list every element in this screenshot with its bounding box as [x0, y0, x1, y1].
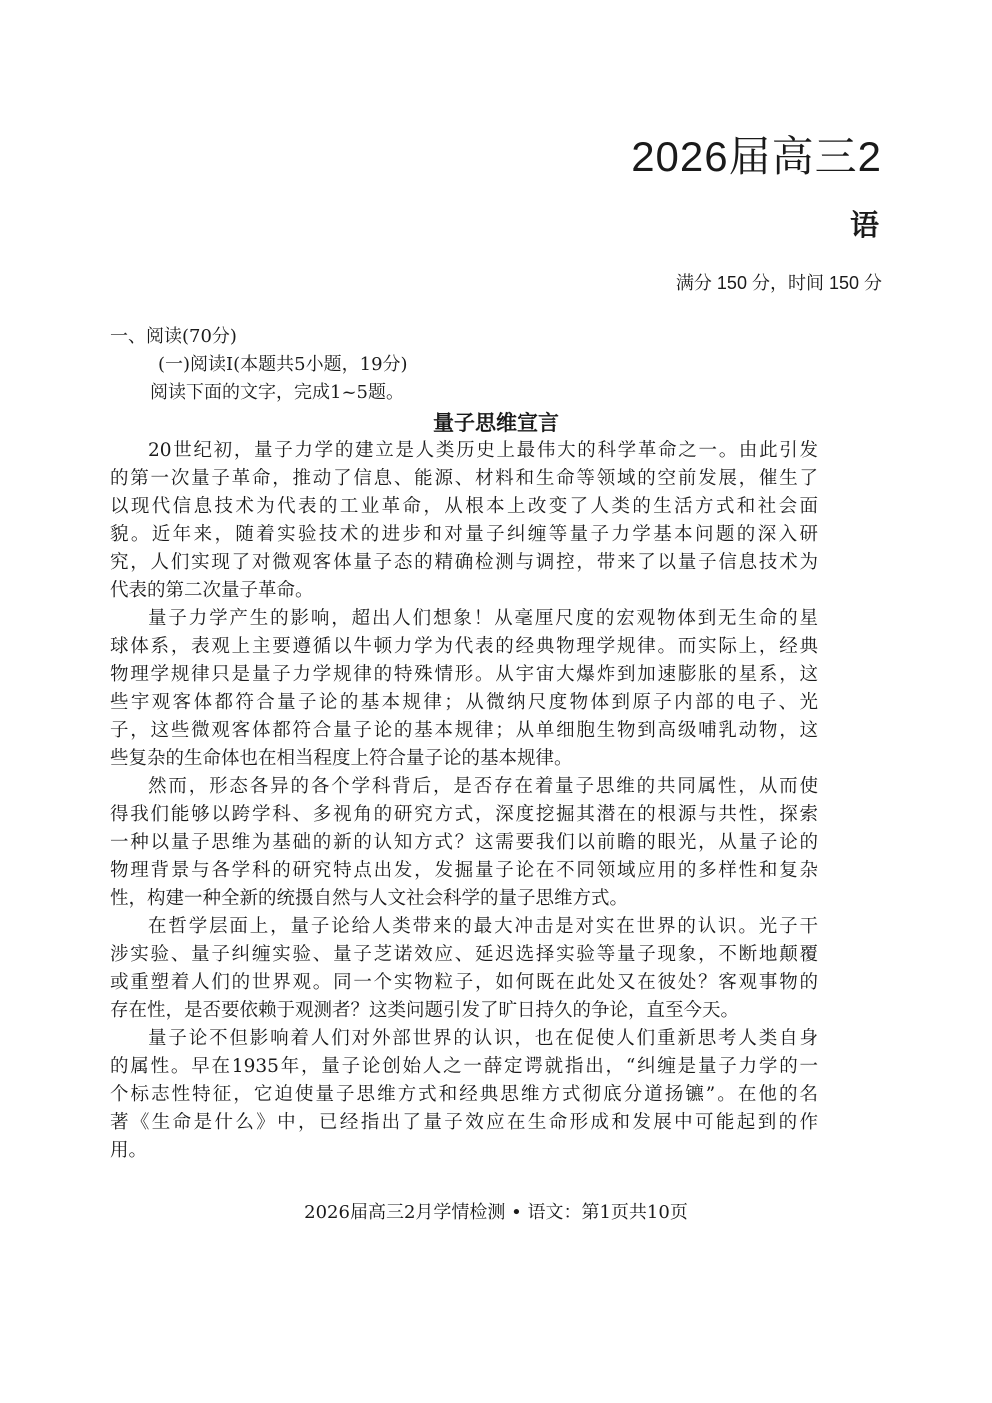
- article-paragraph: [110, 605, 818, 773]
- paragraph-line: 涉实验、量子纠缠实验、量子芝诺效应、延迟选择实验等量子现象，不断地颠覆: [110, 944, 818, 965]
- paragraph-line: 究，人们实现了对微观客体量子态的精确检测与调控，带来了以量子信息技术为: [110, 552, 818, 573]
- paragraph-line: 物理背景与各学科的研究特点出发，发掘量子论在不同领域应用的多样性和复杂: [110, 860, 818, 881]
- paragraph-line: 以现代信息技术为代表的工业革命，从根本上改变了人类的生活方式和社会面: [110, 496, 818, 517]
- paragraph-line: 貌。近年来，随着实验技术的进步和对量子纠缠等量子力学基本问题的深入研: [110, 524, 818, 545]
- paragraph-line: 20世纪初，量子力学的建立是人类历史上最伟大的科学革命之一。由此引发: [148, 440, 818, 461]
- paragraph-line: 个标志性特征，它迫使量子思维方式和经典思维方式彻底分道扬镳”。在他的名: [110, 1084, 818, 1105]
- article-body: [110, 437, 818, 1165]
- paragraph-line: 物理学规律只是量子力学规律的特殊情形。从宇宙大爆炸到加速膨胀的星系，这: [110, 664, 818, 685]
- paragraph-line: 性，构建一种全新的统摄自然与人文社会科学的量子思维方式。: [110, 888, 629, 909]
- paragraph-line: 的第一次量子革命，推动了信息、能源、材料和生命等领域的空前发展，催生了: [110, 468, 818, 489]
- page-footer: 2026届高三2月学情检测 • 语文：第1页共10页: [304, 1202, 688, 1223]
- paragraph-line: 球体系，表观上主要遵循以牛顿力学为代表的经典物理学规律。而实际上，经典: [110, 636, 818, 657]
- paragraph-line: 在哲学层面上，量子论给人类带来的最大冲击是对实在世界的认识。光子干: [148, 916, 818, 937]
- section-subheading: (一)阅读Ⅰ(本题共5小题，19分): [158, 354, 408, 375]
- paragraph-line: 量子力学产生的影响，超出人们想象！从毫厘尺度的宏观物体到无生命的星: [148, 608, 818, 629]
- paragraph-line: 存在性，是否要依赖于观测者？这类问题引发了旷日持久的争论，直至今天。: [110, 1000, 740, 1021]
- paragraph-line: 子，这些微观客体都符合量子论的基本规律；从单细胞生物到高级哺乳动物，这: [110, 720, 818, 741]
- subject-title: 语: [849, 208, 879, 242]
- paragraph-line: 或重塑着人们的世界观。同一个实物粒子，如何既在此处又在彼处？客观事物的: [110, 972, 818, 993]
- section-heading: 一、阅读(70分): [110, 326, 237, 347]
- paragraph-line: 些复杂的生命体也在相当程度上符合量子论的基本规律。: [110, 748, 573, 769]
- paragraph-line: 代表的第二次量子革命。: [110, 580, 314, 601]
- article-paragraph: [110, 913, 818, 1025]
- paragraph-line: 用。: [110, 1140, 148, 1161]
- paragraph-line: 然而，形态各异的各个学科背后，是否存在着量子思维的共同属性，从而使: [148, 776, 818, 797]
- article-paragraph: [110, 1025, 818, 1165]
- paragraph-line: 的属性。早在1935年，量子论创始人之一薛定谔就指出，“纠缠是量子力学的一: [110, 1056, 818, 1077]
- exam-title: 2026届高三2: [631, 133, 882, 180]
- paragraph-line: 著《生命是什么》中，已经指出了量子效应在生命形成和发展中可能起到的作: [110, 1112, 818, 1133]
- paragraph-line: 些宇观客体都符合量子论的基本规律；从微纳尺度物体到原子内部的电子、光: [110, 692, 818, 713]
- paragraph-line: 量子论不但影响着人们对外部世界的认识，也在促使人们重新思考人类自身: [148, 1028, 818, 1049]
- exam-info: 满分 150 分，时间 150 分: [675, 273, 882, 293]
- article-paragraph: [110, 437, 818, 605]
- section-instruction: 阅读下面的文字，完成1~5题。: [150, 382, 404, 403]
- article-paragraph: [110, 773, 818, 913]
- paragraph-line: 一种以量子思维为基础的新的认知方式？这需要我们以前瞻的眼光，从量子论的: [110, 832, 818, 853]
- paragraph-line: 得我们能够以跨学科、多视角的研究方式，深度挖掘其潜在的根源与共性，探索: [110, 804, 818, 825]
- article-title: 量子思维宣言: [433, 410, 559, 435]
